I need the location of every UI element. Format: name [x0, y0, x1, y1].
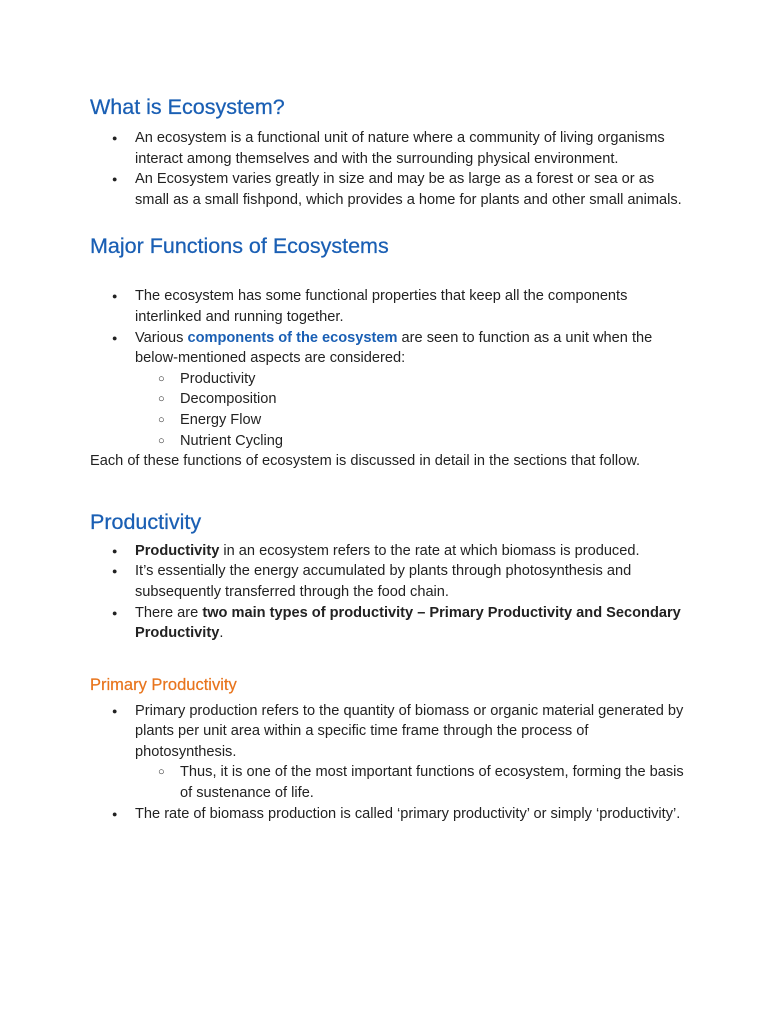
- list-item-text: Primary production refers to the quantity of biomass or organic material generated by plants per unit area within a specific time frame through the process of photosynthesis.: [135, 702, 684, 760]
- primary-bullet-list: [90, 701, 690, 825]
- list-item: [90, 328, 690, 452]
- list-item-text: Various: [135, 329, 188, 346]
- list-item: ● The rate of biomass production is called ‘primary productivity’ or simply ‘productivity’.: [90, 804, 690, 825]
- ecosystem-bullet-list: [90, 128, 690, 210]
- components-of-ecosystem-link[interactable]: components of the ecosystem: [187, 329, 398, 346]
- heading-major-functions: Major Functions of Ecosystems: [90, 234, 389, 259]
- bold-term: two main types of productivity – Primary Productivity and Secondary Productivity: [135, 604, 681, 642]
- sub-list-item: ○ Nutrient Cycling: [135, 431, 690, 452]
- heading-what-is-ecosystem: What is Ecosystem?: [90, 95, 285, 119]
- list-item-text: .: [219, 625, 224, 642]
- list-item: ● An Ecosystem varies greatly in size and may be as large as a forest or sea or as small as a small fishpond, which provides a home for plants and other small animals.: [90, 169, 690, 210]
- sub-list-item: ○ Decomposition: [135, 389, 690, 410]
- list-item: ● The ecosystem has some functional properties that keep all the components interlinked and running together.: [90, 286, 690, 327]
- document-page: [90, 92, 690, 824]
- primary-sub-list: [135, 762, 690, 803]
- functions-closing-paragraph: Each of these functions of ecosystem is discussed in detail in the sections that follow.: [90, 453, 640, 470]
- heading-primary-productivity: Primary Productivity: [90, 675, 237, 694]
- list-item: ● It’s essentially the energy accumulated by plants through photosynthesis and subsequently transferred through the food chain.: [90, 561, 690, 602]
- list-item: [90, 701, 690, 804]
- list-item-text: There are: [135, 604, 203, 621]
- sub-list-item: ○ Thus, it is one of the most important functions of ecosystem, forming the basis of sustenance of life.: [135, 762, 690, 803]
- list-item: [90, 541, 690, 562]
- aspects-sub-list: [135, 369, 690, 451]
- heading-productivity: Productivity: [90, 509, 202, 534]
- list-item: [90, 603, 690, 644]
- list-item: ● An ecosystem is a functional unit of nature where a community of living organisms interact among themselves and with the surrounding physical environment.: [90, 128, 690, 169]
- sub-list-item: ○ Energy Flow: [135, 410, 690, 431]
- list-item-text: are seen to function as a unit when the below-mentioned aspects are considered:: [135, 329, 653, 367]
- productivity-bullet-list: [90, 541, 690, 644]
- list-item-text: in an ecosystem refers to the rate at which biomass is produced.: [219, 542, 640, 559]
- sub-list-item: ○ Productivity: [135, 369, 690, 390]
- functions-bullet-list: [90, 286, 690, 451]
- bold-term: Productivity: [135, 542, 220, 559]
